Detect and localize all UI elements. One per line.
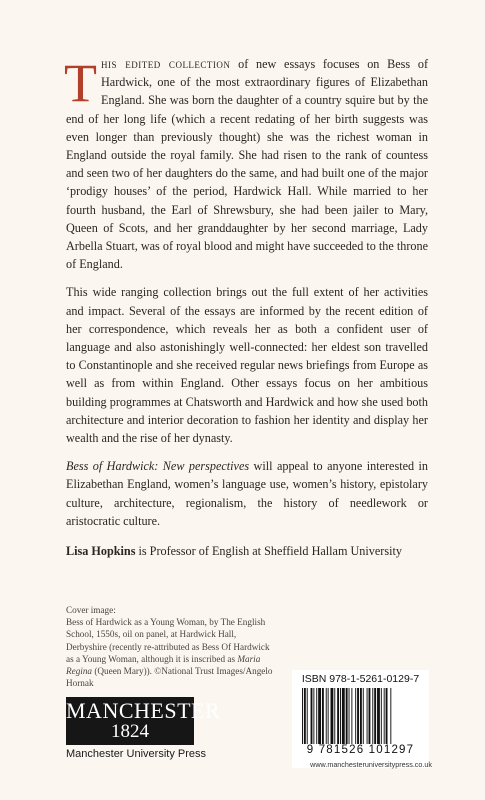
blurb-paragraph-3 xyxy=(66,457,428,530)
cover-credit-text-part-1: Bess of Hardwick as a Young Woman, by The English School, 1550s, oil on panel, at Hardwick Hall, Derbyshire (recently re-attributed as Bess Of Hardwick as a Young Woman, although it is inscribed as xyxy=(66,617,270,664)
barcode-bar xyxy=(357,688,359,744)
barcode-bar xyxy=(346,688,348,744)
barcode-bar xyxy=(334,688,335,744)
paragraph-3-text: will appeal to anyone interested in Elizabethan England, women’s language use, women’s history, epistolary culture, architecture, regionalism, the history of needlework or aristocratic culture. xyxy=(66,459,428,528)
publisher-url: www.manchesteruniversitypress.co.uk xyxy=(310,760,432,769)
isbn-label: ISBN 978-1-5261-0129-7 xyxy=(301,673,420,685)
cover-credit-italic: Maria Regina xyxy=(66,653,261,677)
barcode-bar xyxy=(316,688,317,744)
barcode-bar xyxy=(390,688,391,744)
barcode-bar xyxy=(374,688,376,744)
cover-credit-text xyxy=(66,616,278,689)
barcode-bar xyxy=(372,688,373,744)
cover-image-credit xyxy=(66,604,278,689)
author-name: Lisa Hopkins xyxy=(66,544,136,558)
author-bio xyxy=(66,542,446,560)
blurb-text xyxy=(66,55,428,540)
barcode-bar xyxy=(331,688,334,744)
book-title-italic: Bess of Hardwick: New perspectives xyxy=(66,459,250,474)
barcode-bar xyxy=(337,688,339,744)
barcode-bar xyxy=(342,688,345,744)
barcode-bar xyxy=(369,688,371,744)
barcode-bar xyxy=(355,688,356,744)
paragraph-1-text: of new essays focuses on Bess of Hardwick, one of the most extraordinary figures of Elizabethan England. She was born the daughter of a country squire but by the end of her long life (which a recent redating of her birth suggests was even longer than previously thought) she was the richest woman in England outside the royal family. She had risen to the rank of countess and seen two of her daughters do the same, and had built one of the major ‘prodigy houses’ of the period, Hardwick Hall. While married to her fourth husband, the Earl of Shrewsbury, she had been jailer to Mary, Queen of Scots, and her granddaughter by her second marriage, Lady Arbella Stuart, was of royal blood and might have succeeded to the throne of England. xyxy=(66,57,429,272)
publisher-logo-year: 1824 xyxy=(111,721,149,742)
cover-credit-text-part-2: (Queen Mary)). ©National Trust Images/Angelo Hornak xyxy=(66,666,273,689)
publisher-logo xyxy=(66,697,221,760)
barcode-bar xyxy=(313,688,314,744)
barcode-bar xyxy=(328,688,329,744)
barcode-bar xyxy=(311,688,313,744)
barcode-bar xyxy=(326,688,327,744)
barcode-bar xyxy=(351,688,352,744)
barcode-bar xyxy=(381,688,382,744)
barcode-bar xyxy=(304,688,306,744)
barcode-bars xyxy=(300,688,421,744)
barcode-bar xyxy=(322,688,324,744)
barcode-bar xyxy=(302,688,303,744)
barcode-bar xyxy=(349,688,350,744)
barcode-bar xyxy=(386,688,388,744)
drop-cap: T xyxy=(64,53,97,113)
barcode-bar xyxy=(360,688,362,744)
barcode-bar xyxy=(363,688,364,744)
publisher-press-name: Manchester University Press xyxy=(66,748,206,760)
barcode-digits: 9 781526 101297 xyxy=(306,744,415,756)
blurb-paragraph-1 xyxy=(66,55,428,273)
barcode-bar xyxy=(340,688,341,744)
barcode-bar xyxy=(377,688,380,744)
author-description: is Professor of English at Sheffield Hallam University xyxy=(135,544,402,558)
publisher-logo-box xyxy=(66,697,221,745)
barcode-bar xyxy=(318,688,321,744)
isbn-barcode xyxy=(292,670,429,768)
blurb-paragraph-2: This wide ranging collection brings out the full extent of her activities and impact. Several of the essays are informed by the recent edition of her correspondence, which reveals her as both a confident user of language and also astonishingly well-connected: her eldest son travelled to Constantinople and she received regular news briefings from Europe as well as from within England. Other essays focus on her ambitious building programmes at Chatsworth and Hardwick and how she used both architecture and interior decoration to fashion her identity and display her wealth and the rise of her dynasty. xyxy=(66,285,428,446)
barcode-bar xyxy=(367,688,368,744)
barcode-bar xyxy=(384,688,385,744)
lead-in-smallcaps: his edited collection xyxy=(101,57,231,71)
barcode-bar xyxy=(307,688,308,744)
publisher-logo-name: MANCHESTER xyxy=(66,698,221,723)
cover-credit-heading: Cover image: xyxy=(66,605,116,615)
